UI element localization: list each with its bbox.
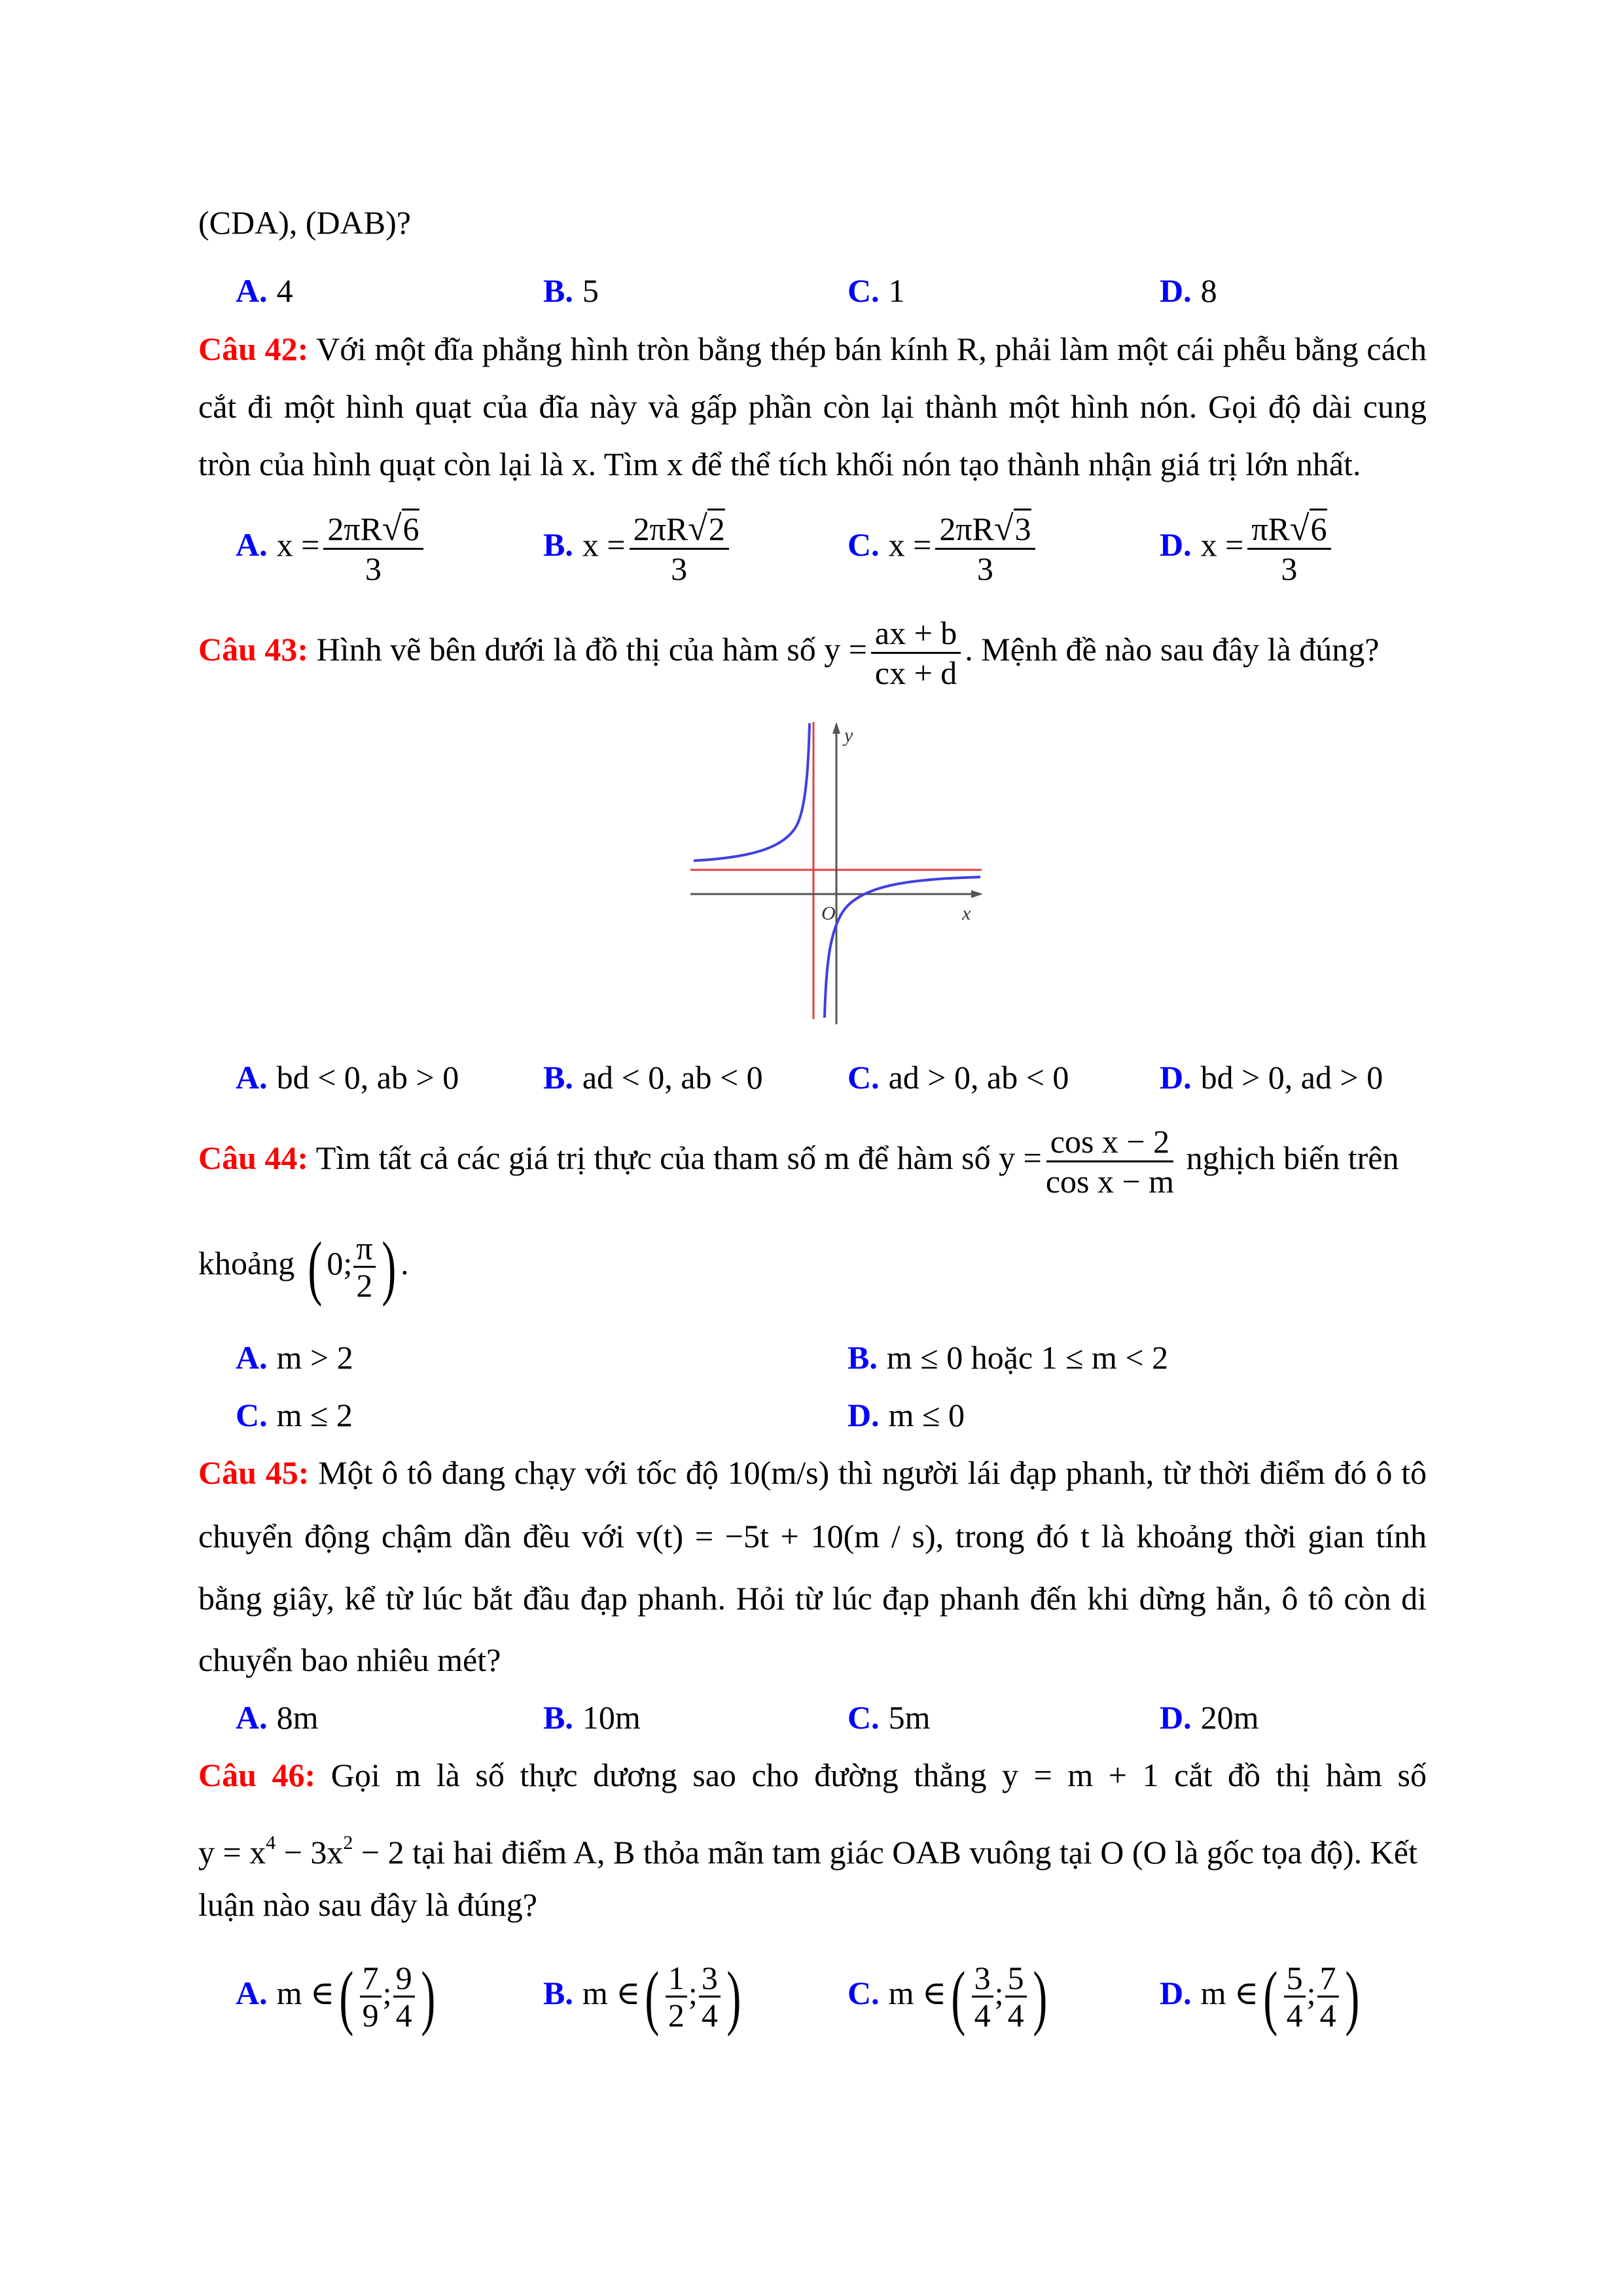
q41-option-c (847, 271, 905, 310)
exponent: 4 (266, 1832, 276, 1854)
q42-option-c (847, 509, 1039, 588)
question-number: Câu 42: (198, 331, 309, 367)
y-axis-label: y (844, 725, 853, 746)
sqrt-icon: √ (993, 509, 1014, 548)
q45-option-a (236, 1698, 319, 1737)
option-lhs: x = (888, 526, 932, 564)
q42-option-a (236, 509, 427, 588)
numerator: cos x − 2 (1046, 1122, 1173, 1162)
left-paren-icon: ( (1263, 1956, 1278, 2037)
option-lhs: x = (1200, 526, 1244, 564)
denominator: cx + d (874, 655, 957, 691)
origin-label: O (821, 903, 836, 924)
fraction (935, 509, 1035, 588)
question-text: Một ô tô đang chạy với tốc độ 10(m/s) thì người lái đạp phanh, từ thời điểm đó ô tô (318, 1454, 1427, 1491)
q43-line-1 (198, 614, 1379, 692)
q45-option-d (1160, 1698, 1259, 1737)
option-label: A. (236, 1339, 268, 1376)
denominator: 2 (668, 1997, 685, 2034)
formula-part: − 3x (276, 1834, 344, 1871)
fraction (1284, 1960, 1306, 2033)
denominator: 2 (356, 1267, 373, 1304)
fraction (1317, 1960, 1339, 2033)
q42-option-b (543, 509, 733, 588)
question-text: Tìm tất cả các giá trị thực của tham số m để hàm số (315, 1139, 991, 1176)
fraction (393, 1960, 415, 2033)
denominator: 3 (1281, 550, 1298, 587)
option-value: 8 (1200, 272, 1217, 309)
radicand: 3 (1014, 509, 1031, 547)
option-value: 5m (888, 1699, 931, 1736)
q42-option-d (1160, 509, 1335, 588)
left-paren-icon: ( (951, 1956, 966, 2037)
exponent: 2 (343, 1832, 353, 1854)
lower-branch-curve (825, 877, 980, 1018)
left-paren-icon: ( (308, 1227, 323, 1307)
q42-line-3: tròn của hình quạt còn lại là x. Tìm x để thể tích khối nón tạo thành nhận giá trị lớn nhất. (198, 446, 1361, 482)
q44-option-a (236, 1338, 353, 1377)
question-text: Gọi m là số thực dương sao cho đường thẳng y = m + 1 cắt đồ thị hàm số (330, 1757, 1427, 1793)
option-label: B. (543, 272, 573, 309)
sqrt-icon: √ (688, 509, 707, 548)
option-value: m ≤ 0 hoặc 1 ≤ m < 2 (886, 1339, 1169, 1376)
numerator: 5 (1284, 1960, 1306, 1998)
denominator: 9 (362, 1997, 379, 2034)
option-value: m ≤ 2 (276, 1397, 353, 1433)
option-value: 1 (888, 272, 905, 309)
question-text: Với một đĩa phẳng hình tròn bằng thép bán kính R, phải làm một cái phễu bằng cách (316, 331, 1427, 367)
option-prefix: m ∈ (582, 1974, 641, 2011)
option-label: D. (1160, 526, 1192, 564)
option-label: D. (1160, 1699, 1192, 1736)
denominator: cos x − m (1045, 1163, 1175, 1200)
q41-option-d (1160, 271, 1217, 310)
q46-option-b: B. m ∈( $\frac{1}{2}$ ; $\frac{3}{4}$ ) (543, 1956, 741, 2037)
q42-line-2: cắt đi một hình quạt của đĩa này và gấp phần còn lại thành một hình nón. Gọi độ dài cung (198, 388, 1427, 425)
q46-line-1 (198, 1755, 1427, 1795)
option-label: B. (543, 1974, 573, 2011)
sqrt-icon: √ (382, 509, 402, 548)
option-label: C. (236, 1397, 268, 1433)
option-label: D. (1160, 272, 1192, 309)
y-axis-arrow-icon (832, 722, 840, 734)
option-value: 5 (582, 272, 599, 309)
option-label: D. (1160, 1059, 1192, 1096)
q45-line-3: bằng giây, kể từ lúc bắt đầu đạp phanh. Hỏi từ lúc đạp phanh đến khi dừng hẳn, ô tô còn di (198, 1580, 1427, 1617)
q43-option-b (543, 1058, 763, 1097)
fraction (666, 1960, 687, 2033)
question-text: Hình vẽ bên dưới là đồ thị của hàm số (316, 630, 816, 668)
numerator-prefix: 2πR (939, 511, 994, 547)
formula-part: y = x (198, 1834, 266, 1871)
option-prefix: m ∈ (276, 1974, 335, 2011)
q45-option-c (847, 1698, 931, 1737)
option-value: 20m (1200, 1699, 1259, 1736)
fraction (871, 614, 961, 692)
x-axis-label: x (962, 903, 971, 924)
q41-tail-text: (CDA), (DAB)? (198, 204, 411, 241)
option-lhs: x = (276, 526, 320, 564)
option-lhs: x = (582, 526, 626, 564)
q41-option-b (543, 271, 599, 310)
numerator-prefix: 2πR (633, 511, 688, 547)
option-prefix: m ∈ (1200, 1974, 1259, 2011)
denominator: 3 (976, 550, 993, 587)
right-paren-icon: ) (1344, 1956, 1359, 2037)
radicand: 6 (1310, 509, 1327, 547)
option-label: D. (847, 1397, 880, 1433)
numerator-prefix: 2πR (327, 511, 382, 547)
numerator: ax + b (871, 614, 961, 654)
formula-lhs: y = (999, 1139, 1042, 1176)
denominator: 3 (365, 550, 382, 587)
numerator: π (353, 1230, 375, 1268)
fraction (630, 509, 729, 588)
q44-line-1 (198, 1122, 1399, 1200)
hyperbola-graph (687, 717, 985, 1024)
left-paren-icon: ( (339, 1956, 354, 2037)
option-prefix: m ∈ (888, 1974, 947, 2011)
fraction (699, 1960, 721, 2033)
numerator: 7 (360, 1960, 382, 1998)
q46-option-d: D. m ∈( $\frac{5}{4}$ ; $\frac{7}{4}$ ) (1160, 1956, 1359, 2037)
question-number: Câu 44: (198, 1139, 309, 1176)
option-label: C. (847, 1974, 880, 2011)
fraction (360, 1960, 382, 2033)
q45-line-1 (198, 1453, 1427, 1492)
q43-option-d (1160, 1058, 1383, 1097)
x-axis-arrow-icon (971, 890, 983, 898)
q46-line-3: luận nào sau đây là đúng? (198, 1886, 537, 1923)
option-label: A. (236, 1974, 268, 2011)
q45-option-b (543, 1698, 641, 1737)
option-label: C. (847, 272, 880, 309)
left-paren-icon: ( (645, 1956, 660, 2037)
denominator: 3 (671, 550, 688, 587)
option-label: A. (236, 526, 268, 564)
interval-word: khoảng (198, 1244, 295, 1282)
option-value: 4 (276, 272, 293, 309)
radicand: 2 (707, 509, 725, 547)
formula-part: − 2 (353, 1834, 404, 1871)
right-paren-icon: ) (420, 1956, 435, 2037)
option-value: ad > 0, ab < 0 (888, 1059, 1069, 1096)
fraction (1046, 1122, 1174, 1200)
option-label: C. (847, 1059, 880, 1096)
option-value: 10m (582, 1699, 641, 1736)
option-label: A. (236, 1059, 268, 1096)
fraction (1005, 1960, 1027, 2033)
q44-option-c (236, 1395, 353, 1435)
option-label: C. (847, 526, 880, 564)
right-paren-icon: ) (381, 1227, 396, 1307)
period: . (401, 1244, 409, 1282)
question-text-end: . Mệnh đề nào sau đây là đúng? (965, 630, 1380, 668)
upper-branch-curve (694, 723, 810, 861)
option-label: C. (847, 1699, 880, 1736)
q46-option-c: C. m ∈( $\frac{3}{4}$ ; $\frac{5}{4}$ ) (847, 1956, 1047, 2037)
question-text-end: nghịch biến trên (1186, 1139, 1399, 1176)
q44-option-d (847, 1395, 965, 1435)
numerator: 3 (699, 1960, 721, 1998)
numerator: 7 (1317, 1960, 1339, 1998)
q43-option-a (236, 1058, 459, 1097)
option-label: A. (236, 1699, 268, 1736)
radicand: 6 (402, 509, 419, 547)
q44-option-b (847, 1338, 1168, 1377)
numerator: 9 (393, 1960, 415, 1998)
denominator: 4 (974, 1997, 991, 2034)
option-label: B. (543, 526, 573, 564)
denominator: 4 (701, 1997, 718, 2034)
q45-line-4: chuyển bao nhiêu mét? (198, 1641, 501, 1678)
question-text: tại hai điểm A, B thỏa mãn tam giác OAB vuông tại O (O là gốc tọa độ). Kết (404, 1834, 1418, 1871)
option-value: m > 2 (276, 1339, 353, 1376)
option-label: D. (1160, 1974, 1192, 2011)
option-label: A. (236, 272, 268, 309)
formula-lhs: y = (824, 630, 867, 668)
numerator-prefix: πR (1251, 511, 1290, 547)
denominator: 4 (1007, 1997, 1024, 2034)
question-number: Câu 43: (198, 630, 309, 668)
q46-line-2 (198, 1823, 1427, 1872)
fraction (1247, 509, 1330, 588)
denominator: 4 (395, 1997, 412, 2034)
q43-option-c (847, 1058, 1069, 1097)
right-paren-icon: ) (1032, 1956, 1047, 2037)
q46-option-a: A. m ∈( $\frac{7}{9}$ ; $\frac{9}{4}$ ) (236, 1956, 435, 2037)
option-label: B. (543, 1059, 573, 1096)
option-value: bd > 0, ad > 0 (1200, 1059, 1383, 1096)
option-label: B. (847, 1339, 878, 1376)
interval-left: 0; (327, 1244, 353, 1282)
q41-option-a (236, 271, 293, 310)
q42-line-1 (198, 329, 1427, 368)
fraction (972, 1960, 993, 2033)
q45-line-2: chuyển động chậm dần đều với v(t) = −5t + 10(m / s), trong đó t là khoảng thời gian tính (198, 1518, 1427, 1554)
question-number: Câu 45: (198, 1454, 310, 1491)
option-value: m ≤ 0 (888, 1397, 965, 1433)
right-paren-icon: ) (726, 1956, 741, 2037)
fraction (353, 1230, 375, 1303)
option-label: B. (543, 1699, 573, 1736)
denominator: 4 (1286, 1997, 1303, 2034)
q44-line-2 (198, 1227, 409, 1307)
denominator: 4 (1319, 1997, 1336, 2034)
numerator: 3 (972, 1960, 993, 1998)
option-value: 8m (276, 1699, 319, 1736)
question-number: Câu 46: (198, 1757, 316, 1793)
option-value: ad < 0, ab < 0 (582, 1059, 763, 1096)
option-value: bd < 0, ab > 0 (276, 1059, 459, 1096)
numerator: 5 (1005, 1960, 1027, 1998)
numerator: 1 (666, 1960, 687, 1998)
fraction (323, 509, 423, 588)
sqrt-icon: √ (1289, 509, 1310, 548)
